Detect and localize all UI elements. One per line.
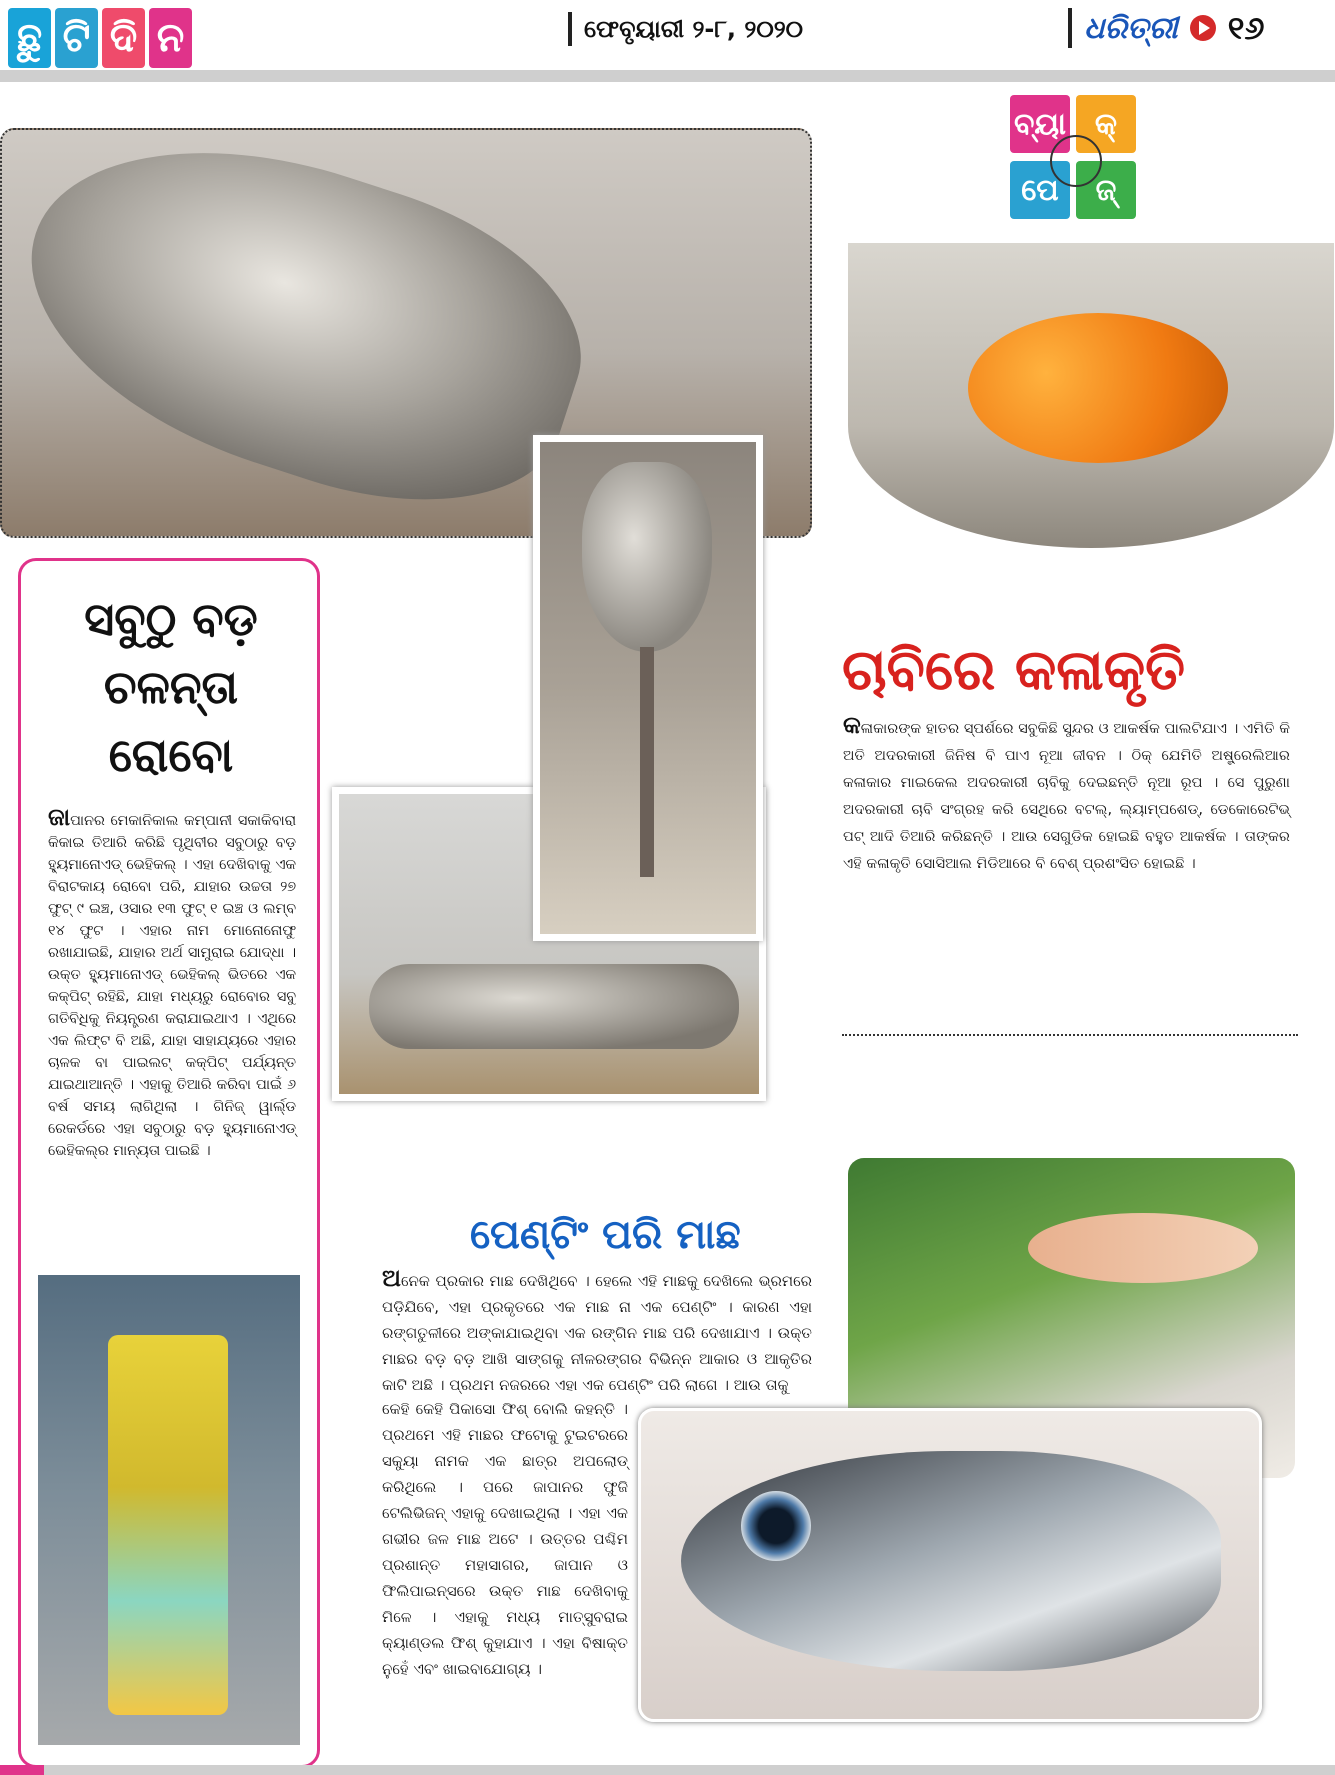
key-bowl-photo (848, 243, 1334, 548)
section-letter-3: ଦି (102, 8, 145, 68)
dotted-divider (842, 1034, 1298, 1036)
back-page-badge (1010, 95, 1140, 225)
brand-divider (1068, 8, 1072, 48)
section-letter-2: ଟି (55, 8, 98, 68)
date-divider (568, 12, 572, 46)
badge-tile-3: ପେ (1010, 161, 1070, 219)
issue-date-text: ଫେବୃୟାରୀ ୨-୮, ୨୦୨୦ (584, 15, 804, 43)
badge-tile-1: ବ୍ୟା (1010, 95, 1070, 153)
fish-shape (681, 1451, 1221, 1671)
brand-block (1068, 8, 1265, 48)
fish-eye-shape (741, 1491, 811, 1561)
brand-logo: ଧରିତ୍ରୀ (1084, 10, 1178, 46)
glass-shape (582, 462, 712, 652)
key-wine-glass-photo (533, 435, 763, 941)
oranges-shape (968, 313, 1228, 463)
badge-ring-icon (1050, 135, 1102, 187)
picasso-fish-photo (638, 1408, 1262, 1722)
robot-article-body (48, 803, 296, 1162)
robot-headline-line3: ରୋବୋ (108, 728, 234, 782)
robot-headline-line1: ସବୁଠୁ ବଡ଼ (84, 592, 258, 646)
key-body-text: ଳାକାରଙ୍କ ହାତର ସ୍ପର୍ଶରେ ସବୁକିଛି ସୁନ୍ଦର ଓ ଆକର୍ଷକ ପାଲଟିଯାଏ । ଏମିତି କି ଅତି ଅଦରକାରୀ ଜିନିଷ ବି ପାଏ ନୂଆ ଜୀବନ । ଠିକ୍ ଯେମିତି ଅଷ୍ଟ୍ରେଲିଆର କଳାକାର ମାଇକେଲ ଅଦରକାରୀ ଚାବିକୁ ଦେଇଛନ୍ତି ନୂଆ ରୂପ । ସେ ପୁରୁଣା ଅଦରକାରୀ ଚାବି ସଂଗ୍ରହ କରି ସେଥିରେ ବଟଲ୍, ଲ୍ୟାମ୍ପଶେଡ୍, ଡେକୋରେଟିଭ୍ ପଟ୍ ଆଦି ତିଆରି କରିଛନ୍ତି । ଆଉ ସେଗୁଡିକ ହୋଇଛି ବହୁତ ଆକର୍ଷକ । ତାଙ୍କର ଏହି କଳାକୃତି ସୋସିଆଲ ମିଡିଆରେ ବି ବେଶ୍ ପ୍ରଶଂସିତ ହୋଇଛି । (843, 720, 1290, 872)
footer-rule (0, 1765, 1335, 1775)
section-letter-1: ଛୁ (8, 8, 51, 68)
key-article-body (843, 712, 1290, 877)
section-logo (8, 8, 192, 68)
play-icon (1190, 15, 1216, 41)
robot-photo (38, 1275, 300, 1745)
section-letter-4: ନ (149, 8, 192, 68)
fish-article-headline: ପେଣ୍ଟିଂ ପରି ମାଛ (470, 1212, 741, 1258)
robot-drop-cap: ଜା (48, 803, 71, 831)
bottle-shape (369, 964, 739, 1049)
page-number: ୧୬ (1227, 8, 1265, 47)
fish-body-text-1: ନେକ ପ୍ରକାର ମାଛ ଦେଖିଥିବେ । ହେଲେ ଏହି ମାଛକୁ ଦେଖିଲେ ଭ୍ରମରେ ପଡ଼ିଯିବେ, ଏହା ପ୍ରକୃତରେ ଏକ ମାଛ ନା ଏକ ପେଣ୍ଟିଂ । କାରଣ ଏହା ରଙ୍ଗତୁଳୀରେ ଅଙ୍କାଯାଇଥିବା ଏକ ରଙ୍ଗିନ ମାଛ ପରି ଦେଖାଯାଏ । ଉକ୍ତ ମାଛର ବଡ଼ ବଡ଼ ଆଖି ସାଙ୍ଗକୁ ନୀଳରଙ୍ଗର ବିଭିନ୍ନ ଆକାର ଓ ଆକୃତିର କାଟି ଅଛି । ପ୍ରଥମ ନଜରରେ ଏହା ଏକ ପେଣ୍ଟିଂ ପରି ଲାଗେ । ଆଉ ତାକୁ (382, 1272, 812, 1394)
fish-article-body-1 (382, 1265, 812, 1398)
key-drop-cap: କ (843, 711, 861, 739)
robot-headline (30, 585, 312, 789)
robot-headline-line2: ଚଳନ୍ତା (103, 660, 239, 714)
robot-body-shape (108, 1335, 228, 1715)
fish-drop-cap: ଅ (382, 1264, 401, 1292)
key-bottle-shape (0, 128, 615, 538)
small-fish-shape (1028, 1213, 1258, 1283)
badge-tile-2: କ୍ (1076, 95, 1136, 153)
issue-date (568, 12, 803, 46)
robot-body-text: ପାନର ମେକାନିକାଲ କମ୍ପାନୀ ସକାକିବାରା କିକାଇ ତିଆରି କରିଛି ପୃଥିବୀର ସବୁଠାରୁ ବଡ଼ ହ୍ୟୁମାନୋଏଡ୍ ଭେହିକଲ୍ । ଏହା ଦେଖିବାକୁ ଏକ ବିରାଟକାୟ ରୋବୋ ପରି, ଯାହାର ଉଚ୍ଚତା ୨୭ ଫୁଟ୍ ୯ ଇଞ୍ଚ, ଓସାର ୧୩ ଫୁଟ୍ ୧ ଇଞ୍ଚ ଓ ଲମ୍ବ ୧୪ ଫୁଟ । ଏହାର ନାମ ମୋନୋନୋଫୁ ରଖାଯାଇଛି, ଯାହାର ଅର୍ଥ ସାମୁରାଇ ଯୋଦ୍ଧା । ଉକ୍ତ ହ୍ୟୁମାନୋଏଡ୍ ଭେହିକଲ୍ ଭିତରେ ଏକ କକ୍ପିଟ୍ ରହିଛି, ଯାହା ମଧ୍ୟରୁ ରୋବୋର ସବୁ ଗତିବିଧିକୁ ନିୟନ୍ତ୍ରଣ କରାଯାଇଥାଏ । ଏଥିରେ ଏକ ଲିଫ୍ଟ ବି ଅଛି, ଯାହା ସାହାଯ୍ୟରେ ଏହାର ଚାଳକ ବା ପାଇଲଟ୍ କକ୍ପିଟ୍ ପର୍ଯ୍ୟନ୍ତ ଯାଇଥାଆନ୍ତି । ଏହାକୁ ତିଆରି କରିବା ପାଇଁ ୬ ବର୍ଷ ସମୟ ଲାଗିଥିଲା । ଗିନିଜ୍ ୱାର୍ଲ୍ଡ ରେକର୍ଡରେ ଏହା ସବୁଠାରୁ ବଡ଼ ହ୍ୟୁମାନୋଏଡ୍ ଭେହିକଲ୍ର ମାନ୍ୟତା ପାଇଛି । (48, 813, 296, 1159)
header-rule (0, 70, 1335, 82)
stem-shape (640, 647, 654, 877)
fish-article-body-2: କେହି କେହି ପିକାସୋ ଫିଶ୍ ବୋଲି କହନ୍ତି । ପ୍ରଥମେ ଏହି ମାଛର ଫଟୋକୁ ଟୁଇଟରରେ ସକୁୟା ନାମକ ଏକ ଛାତ୍ର ଅପଲୋଡ୍ କରିଥିଲେ । ପରେ ଜାପାନର ଫୁଜି ଟେଲିଭିଜନ୍ ଏହାକୁ ଦେଖାଇଥିଲା । ଏହା ଏକ ଗଭୀର ଜଳ ମାଛ ଅଟେ । ଉତ୍ତର ପଶ୍ଚିମ ପ୍ରଶାନ୍ତ ମହାସାଗର, ଜାପାନ ଓ ଫିଲିପାଇନ୍ସରେ ଉକ୍ତ ମାଛ ଦେଖିବାକୁ ମିଳେ । ଏହାକୁ ମଧ୍ୟ ମାତ୍ସୁବରାଇ କ୍ୟାଣ୍ଡଲ ଫିଶ୍ କୁହାଯାଏ । ଏହା ବିଷାକ୍ତ ନୁହେଁ ଏବଂ ଖାଇବାଯୋଗ୍ୟ । (382, 1400, 628, 1678)
key-article-headline: ଚାବିରେ କଳାକୃତି (842, 638, 1186, 703)
badge-tile-4: ଜ୍ (1076, 161, 1136, 219)
